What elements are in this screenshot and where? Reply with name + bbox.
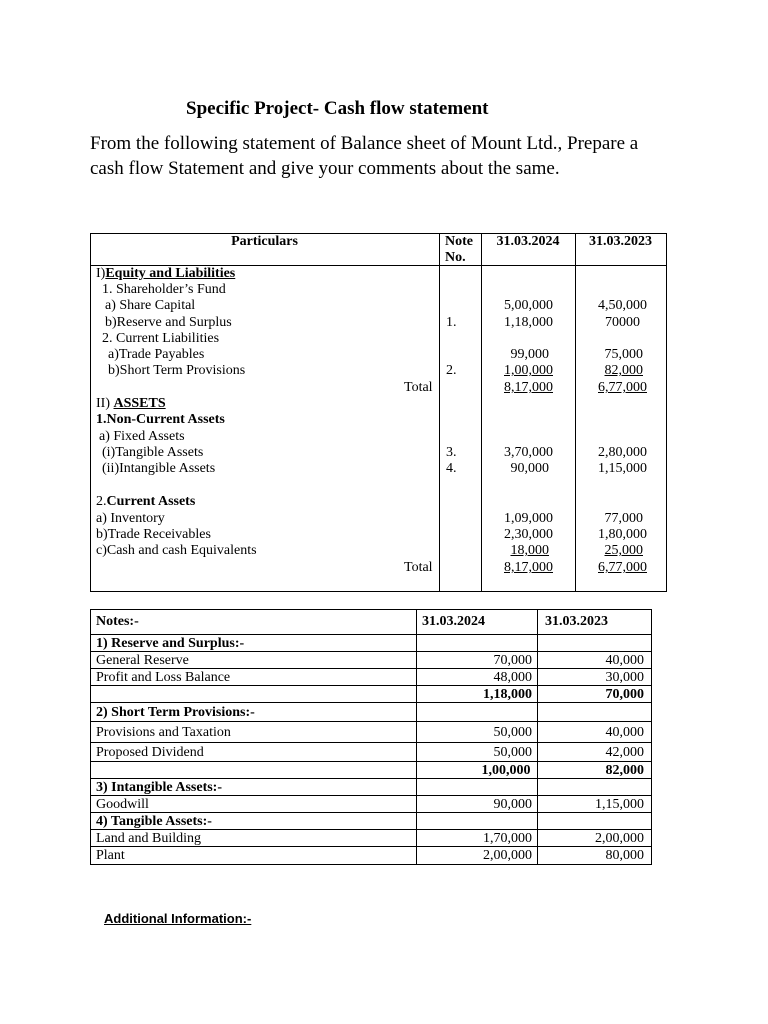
tangible-assets-2024: 3,70,000 [504,445,553,460]
inventory-2024: 1,09,000 [504,511,553,526]
cash-2024: 18,000 [510,543,549,558]
tangible-assets-label: (i)Tangible Assets [102,445,204,460]
notes-row-2023: 1,15,000 [595,797,644,812]
notes-row-2024: 2,00,000 [483,848,532,863]
page-title: Specific Project- Cash flow statement [186,98,489,119]
current-liabilities-label: 2. Current Liabilities [102,331,220,346]
short-term-provisions-label: b)Short Term Provisions [108,363,246,378]
intangible-assets-2024: 90,000 [510,461,549,476]
trade-payables-2024: 99,000 [510,347,549,362]
notes-row-label: General Reserve [96,653,189,668]
notes-row-2023: 40,000 [605,653,644,668]
notes-row-label: 3) Intangible Assets:- [96,780,223,795]
intangible-assets-label: (ii)Intangible Assets [102,461,216,476]
section-assets: II) ASSETS [96,396,166,411]
inventory-label: a) Inventory [96,511,165,526]
notes-row-label: Land and Building [96,831,201,846]
inventory-2023: 77,000 [604,511,643,526]
header-note-no: Note No. [445,234,473,265]
short-term-provisions-2023: 82,000 [604,363,643,378]
fixed-assets-label: a) Fixed Assets [99,429,185,444]
short-term-provisions-2024: 1,00,000 [504,363,553,378]
cash-2023: 25,000 [604,543,643,558]
notes-row-2024: 1,70,000 [483,831,532,846]
trade-receivables-2023: 1,80,000 [598,527,647,542]
notes-row-label: 4) Tangible Assets:- [96,814,212,829]
trade-receivables-2024: 2,30,000 [504,527,553,542]
notes-row-2024: 1,00,000 [481,763,531,778]
notes-row-2023: 80,000 [605,848,644,863]
notes-header-label: Notes:- [96,614,139,629]
reserve-surplus-2024: 1,18,000 [504,315,553,330]
total-2023-2: 6,77,000 [598,560,647,575]
notes-row-2024: 90,000 [493,797,532,812]
notes-row-label: Plant [96,848,125,863]
notes-row-2024: 50,000 [493,725,532,740]
shareholders-fund-label: 1. Shareholder’s Fund [102,282,226,297]
trade-receivables-label: b)Trade Receivables [96,527,211,542]
total-2024-1: 8,17,000 [504,380,553,395]
notes-row-2024: 1,18,000 [483,687,532,702]
reserve-surplus-2023: 70000 [605,315,640,330]
share-capital-2023: 4,50,000 [598,298,647,313]
notes-row-2023: 70,000 [605,687,644,702]
total-2024-2: 8,17,000 [504,560,553,575]
total-label-1: Total [404,380,433,395]
notes-row-label: Provisions and Taxation [96,725,231,740]
notes-row-label: Goodwill [96,797,149,812]
tangible-assets-note: 3. [446,445,457,460]
notes-row-2024: 70,000 [493,653,532,668]
notes-row-label: 1) Reserve and Surplus:- [96,636,245,651]
reserve-surplus-label: b)Reserve and Surplus [105,315,232,330]
notes-row-label: Profit and Loss Balance [96,670,231,685]
current-assets-label: 2.Current Assets [96,494,196,509]
notes-row-2023: 42,000 [605,745,644,760]
notes-row-2024: 48,000 [493,670,532,685]
trade-payables-label: a)Trade Payables [108,347,205,362]
short-term-provisions-note: 2. [446,363,457,378]
total-label-2: Total [404,560,433,575]
section-equity-liabilities: I)Equity and Liabilities [96,266,236,281]
notes-header-2023: 31.03.2023 [545,614,608,629]
notes-row-label: 2) Short Term Provisions:- [96,705,255,720]
share-capital-2024: 5,00,000 [504,298,553,313]
notes-row-2023: 40,000 [605,725,644,740]
total-2023-1: 6,77,000 [598,380,647,395]
additional-information-heading: Additional Information:- [104,911,252,926]
tangible-assets-2023: 2,80,000 [598,445,647,460]
cash-label: c)Cash and cash Equivalents [96,543,257,558]
intangible-assets-2023: 1,15,000 [598,461,647,476]
reserve-surplus-note: 1. [446,315,457,330]
notes-header-2024: 31.03.2024 [422,614,485,629]
header-2024: 31.03.2024 [496,234,560,249]
header-particulars: Particulars [231,234,298,249]
share-capital-label: a) Share Capital [105,298,196,313]
notes-row-2023: 82,000 [605,763,644,778]
notes-row-2023: 2,00,000 [595,831,644,846]
notes-row-2023: 30,000 [605,670,644,685]
notes-row-2024: 50,000 [493,745,532,760]
non-current-assets-label: 1.Non-Current Assets [96,412,225,427]
trade-payables-2023: 75,000 [604,347,643,362]
intangible-assets-note: 4. [446,461,457,476]
notes-row-label: Proposed Dividend [96,745,204,760]
intro-text: From the following statement of Balance sheet of Mount Ltd., Prepare a cash flow Statement and give your comments about the same. [90,133,639,179]
header-2023: 31.03.2023 [589,234,652,249]
